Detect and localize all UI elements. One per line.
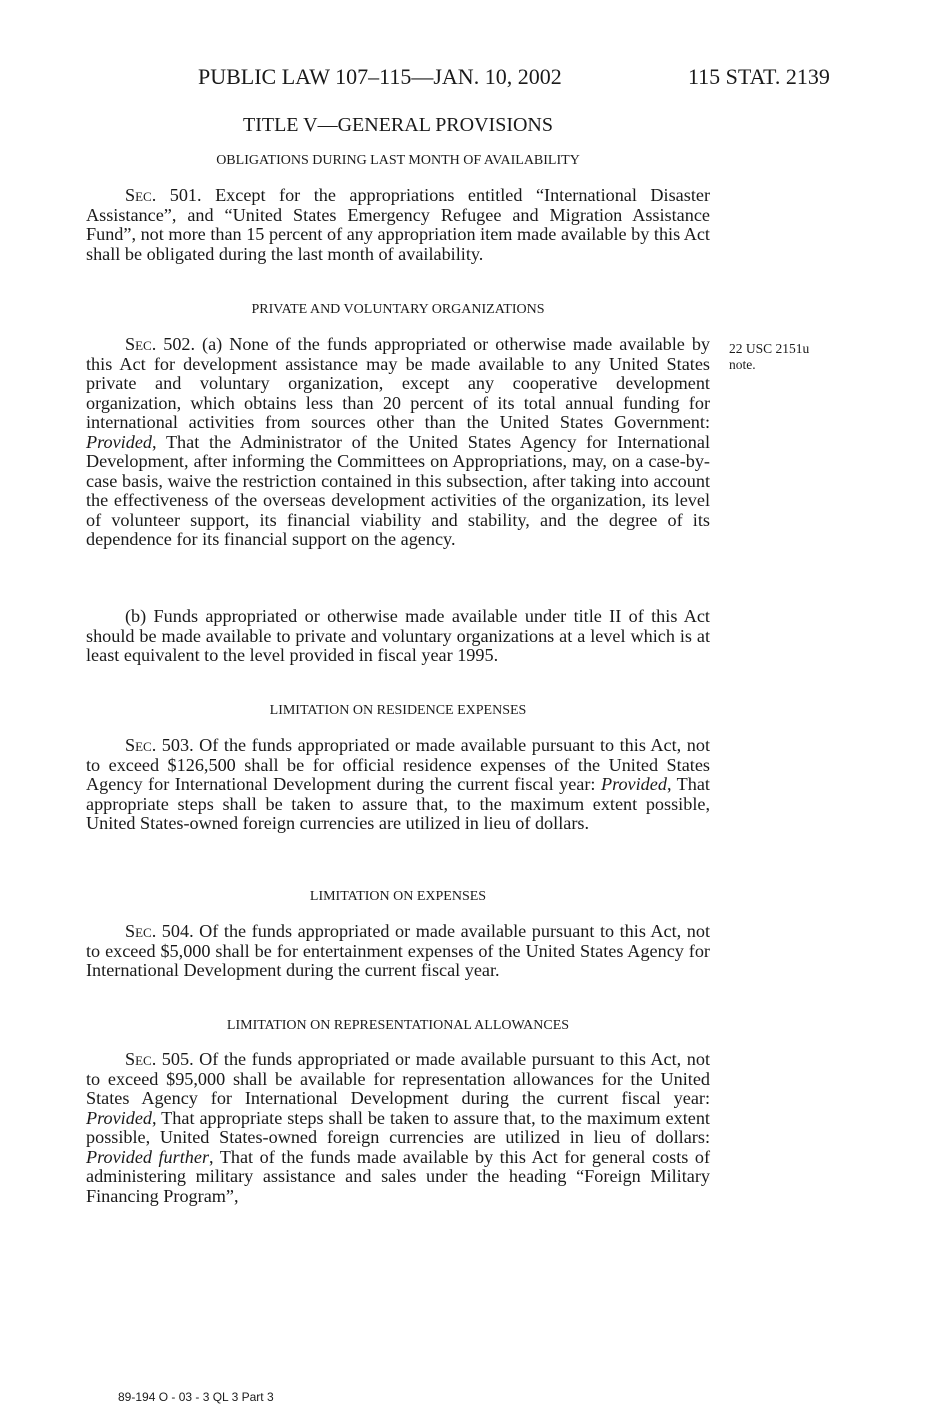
section-heading-502: PRIVATE AND VOLUNTARY ORGANIZATIONS — [251, 302, 545, 317]
section-heading-505: LIMITATION ON REPRESENTATIONAL ALLOWANCES — [226, 1018, 570, 1033]
provided-italic: Provided — [86, 1107, 152, 1128]
margin-note-label: note. — [729, 357, 756, 372]
section-heading-504: LIMITATION ON EXPENSES — [309, 889, 487, 904]
running-header-law: PUBLIC LAW 107–115—JAN. 10, 2002 — [198, 64, 562, 89]
section-501-text — [86, 186, 710, 264]
sec-body: , That appropriate steps shall be taken to assure that, to the maximum extent possible, United States-owned foreign currencies are utilized in lieu of dollars: — [86, 1107, 710, 1147]
sec-body: , That appropriate steps shall be taken to assure that, to the maximum extent possible, United States-owned foreign currencies are utilized in lieu of dollars. — [86, 774, 710, 833]
section-heading-501: OBLIGATIONS DURING LAST MONTH OF AVAILABILITY — [216, 153, 580, 168]
sec-body: Of the funds appropriated or made available pursuant to this Act, not to exceed $126,500 shall be for official residence expenses of the United States Agency for International Development during the current fiscal year: — [86, 735, 710, 794]
provided-italic: Provided — [600, 774, 667, 794]
section-505-text — [86, 1050, 710, 1206]
sec-body: (a) None of the funds appropriated or otherwise made available by this Act for development assistance may be made available to any United States private and voluntary organization, except any cooperative development organization, which obtains less than 20 percent of its total annual funding for international activities from sources other than the United States Government: — [86, 334, 711, 432]
margin-note — [729, 341, 839, 373]
running-header-stat: 115 STAT. 2139 — [688, 64, 830, 89]
sec-number: Sec. 502. — [125, 334, 196, 354]
sec-body: , That of the funds made available by this Act for general costs of administering military assistance and sales under the heading “Foreign Military Financing Program”, — [86, 1146, 710, 1206]
title-heading: TITLE V—GENERAL PROVISIONS — [243, 114, 553, 136]
provided-further-italic: Provided further — [86, 1146, 210, 1167]
sec-body: Of the funds appropriated or made available pursuant to this Act, not to exceed $5,000 shall be for entertainment expenses of the United States Agency for International Development during the current fiscal year. — [86, 921, 710, 980]
provided-italic: Provided — [86, 431, 152, 452]
section-heading-503: LIMITATION ON RESIDENCE EXPENSES — [269, 703, 527, 718]
sec-body: , That the Administrator of the United States Agency for International Development, after informing the Committees on Appropriations, may, on a case-by-case basis, waive the restriction contained in this subsection, after taking into account the effectiveness of the overseas development activities of the organization, its level of volunteer support, its financial viability and stability, and the degree of its dependence for its financial support on the agency. — [86, 431, 710, 549]
footer-printer-code: 89-194 O - 03 - 3 QL 3 Part 3 — [118, 1390, 274, 1404]
sec-number: Sec. 505. — [125, 1049, 194, 1069]
section-503-text — [86, 736, 710, 834]
section-504-text — [86, 922, 710, 981]
sec-number: Sec. 503. — [125, 735, 194, 755]
section-502-b-text: (b) Funds appropriated or otherwise made available under title II of this Act should be made available to private and voluntary organizations at a level which is at least equivalent to the level provided in fiscal year 1995. — [86, 606, 710, 665]
sec-number: Sec. 504. — [125, 921, 194, 941]
margin-note-citation: 22 USC 2151u — [729, 341, 810, 356]
sec-number: Sec. 501. — [125, 185, 202, 205]
section-502-a-text — [86, 335, 710, 550]
sec-body: Of the funds appropriated or made available pursuant to this Act, not to exceed $95,000 shall be available for representation allowances for the United States Agency for International Development during the current fiscal year: — [86, 1049, 710, 1108]
sec-body: Except for the appropriations entitled “International Disaster Assistance”, and “United States Emergency Refugee and Migration Assistance Fund”, not more than 15 percent of any appropriation item made available by this Act shall be obligated during the last month of availability. — [86, 185, 710, 264]
